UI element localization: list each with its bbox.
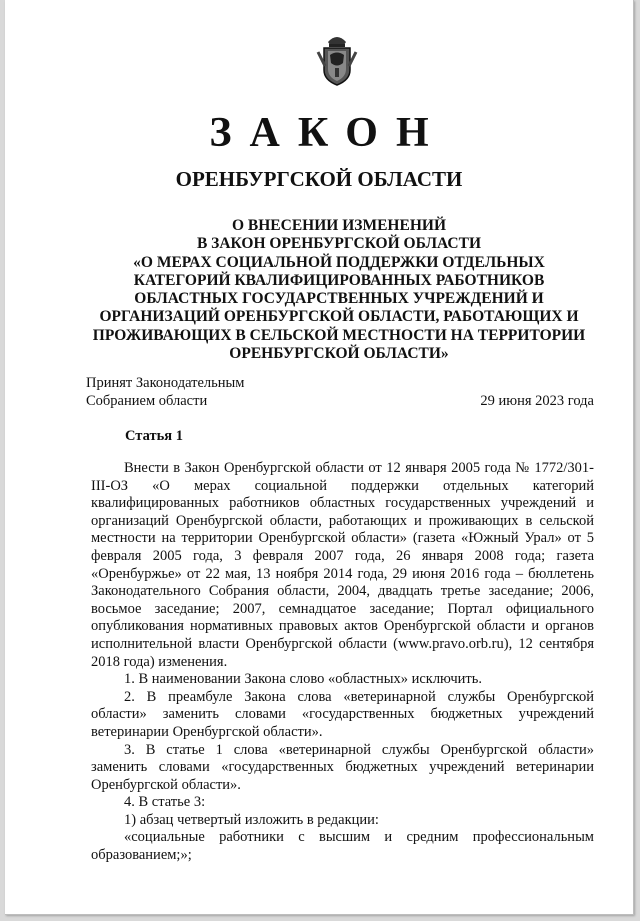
title-line: «О МЕРАХ СОЦИАЛЬНОЙ ПОДДЕРЖКИ ОТДЕЛЬНЫХ: [133, 253, 545, 271]
article-heading: Статья 1: [125, 428, 183, 444]
article-body: [91, 460, 594, 865]
adopted-line: Принят Законодательным: [86, 375, 245, 391]
adopted-line: Собранием области: [86, 392, 208, 409]
coat-of-arms-icon: [316, 30, 358, 86]
title-line: О ВНЕСЕНИИ ИЗМЕНЕНИЙ: [231, 217, 446, 234]
document-page: [5, 0, 634, 915]
title-line: ПРОЖИВАЮЩИХ В СЕЛЬСКОЙ МЕСТНОСТИ НА ТЕРРИТОРИИ: [92, 326, 586, 344]
paragraph: 3. В статье 1 слова «ветеринарной службы Оренбургской области» заменить словами «государственных бюджетных учреждений ветеринарии Оренбургской области».: [91, 741, 594, 793]
paragraph: 2. В преамбуле Закона слова «ветеринарной службы Оренбургской области» заменить словами «государственных бюджетных учреждений ветеринарии Оренбургской области».: [91, 688, 594, 740]
title-line: КАТЕГОРИЙ КВАЛИФИЦИРОВАННЫХ РАБОТНИКОВ: [133, 271, 545, 289]
title-line: В ЗАКОН ОРЕНБУРГСКОЙ ОБЛАСТИ: [196, 235, 482, 253]
title-line: ОРГАНИЗАЦИЙ ОРЕНБУРГСКОЙ ОБЛАСТИ, РАБОТАЮЩИХ И: [99, 308, 579, 326]
law-title: [75, 217, 603, 363]
title-line: ОРЕНБУРГСКОЙ ОБЛАСТИ»: [229, 345, 449, 363]
paragraph: 1. В наименовании Закона слово «областных» исключить.: [124, 671, 482, 688]
paragraph: Внести в Закон Оренбургской области от 12 января 2005 года № 1772/301-III-ОЗ «О мерах социальной поддержки отдельных категорий квалифицированных работников областных государственных учреждений и организаций Оренбургской области, работающих и проживающих в сельской местности на территории Оренбургской области» (газета «Южный Урал» от 5 февраля 2005 года, 3 февраля 2007 года, 26 января 2008 года; газета «Оренбуржье» от 22 мая, 13 ноября 2014 года, 29 июня 2016 года – бюллетень Законодательного Собрания области, 2004, двадцать третье заседание; 2006, восьмое заседание; 2007, семнадцатое заседание; Портал официального опубликования нормативных правовых актов Оренбургской области и органов исполнительной власти Оренбургской области (www.pravo.orb.ru), 12 сентября 2018 года) изменения.: [91, 460, 594, 670]
paragraph: 4. В статье 3:: [124, 794, 206, 811]
paragraph: «социальные работники с высшим и средним профессиональным образованием;»;: [91, 829, 594, 864]
adopted-date: 29 июня 2023 года: [480, 393, 594, 409]
region-heading: ОРЕНБУРГСКОЙ ОБЛАСТИ: [175, 167, 463, 191]
adopted-by: [86, 375, 244, 411]
title-line: ОБЛАСТНЫХ ГОСУДАРСТВЕННЫХ УЧРЕЖДЕНИЙ И: [134, 290, 544, 308]
law-heading: ЗАКОН: [209, 110, 447, 156]
paragraph: 1) абзац четвертый изложить в редакции:: [124, 811, 379, 828]
